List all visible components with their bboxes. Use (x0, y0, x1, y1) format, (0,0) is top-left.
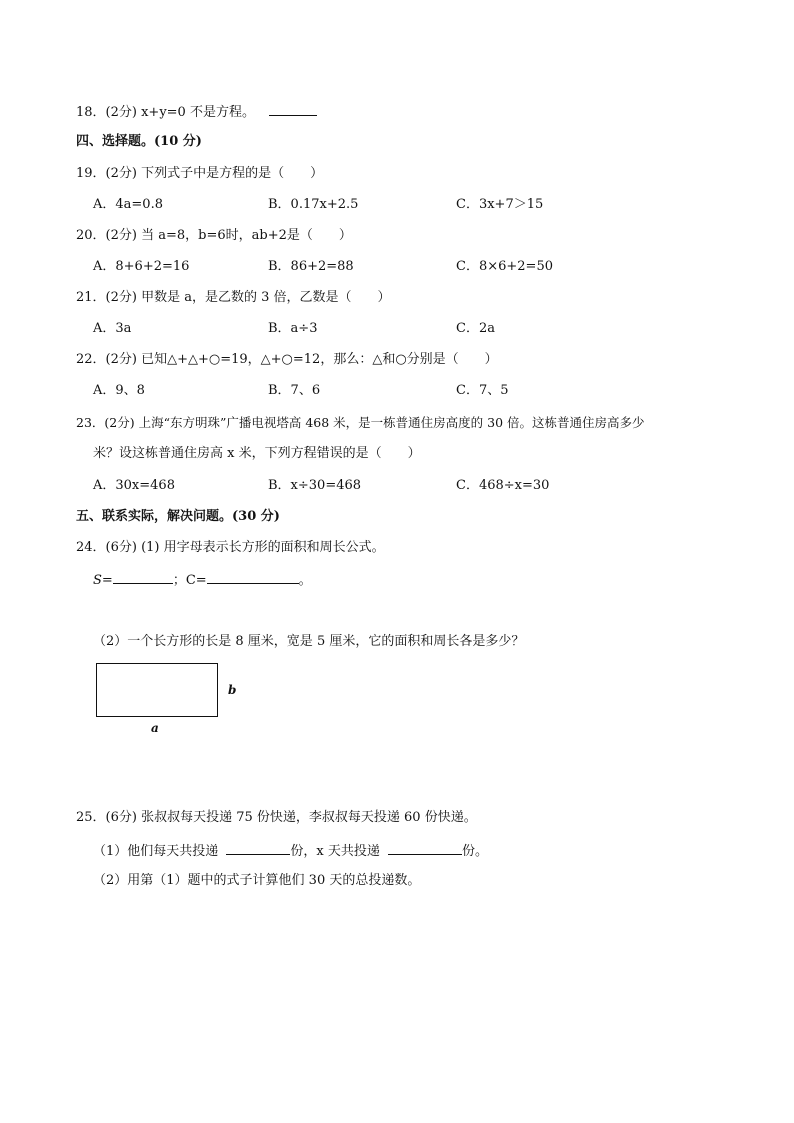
question-20-option-a[interactable]: A．8+6+2=16 (93, 259, 190, 274)
question-25-stem: 25．(6分) 张叔叔每天投递 75 份快递，李叔叔每天投递 60 份快递。 (76, 810, 477, 825)
part-1-text-b: 份，x 天共投递 (290, 844, 380, 859)
question-22-option-b[interactable]: B．7、6 (268, 383, 321, 398)
rectangle-length-label: a (151, 721, 159, 735)
question-23-option-c[interactable]: C．468÷x=30 (456, 478, 550, 493)
question-22-option-a[interactable]: A．9、8 (93, 383, 145, 398)
question-20-option-c[interactable]: C．8×6+2=50 (456, 259, 553, 274)
question-23-option-a[interactable]: A．30x=468 (93, 478, 175, 493)
question-23-stem-line-2: 米？设这栋普通住房高 x 米，下列方程错误的是（ ） (93, 446, 421, 461)
question-21-option-a[interactable]: A．3a (93, 321, 132, 336)
question-25-part-2: （2）用第（1）题中的式子计算他们 30 天的总投递数。 (93, 873, 421, 888)
perimeter-label: ；C= (172, 573, 207, 588)
part-1-text-c: 份。 (462, 844, 489, 859)
question-19-option-c[interactable]: C．3x+7＞15 (456, 197, 544, 212)
question-22-option-c[interactable]: C．7、5 (456, 383, 509, 398)
question-24-part-2: （2）一个长方形的长是 8 厘米，宽是 5 厘米，它的面积和周长各是多少？ (93, 634, 525, 649)
question-18-text: 18．(2分) x+y=0 不是方程。 (76, 105, 255, 120)
area-formula-blank[interactable] (113, 571, 173, 584)
daily-total-blank[interactable] (226, 842, 290, 855)
question-20-option-b[interactable]: B．86+2=88 (268, 259, 354, 274)
question-24-stem: 24．(6分) (1) 用字母表示长方形的面积和周长公式。 (76, 540, 385, 555)
answer-blank[interactable] (269, 103, 317, 116)
section-4-title: 四、选择题。(10 分) (76, 134, 202, 149)
question-21-option-b[interactable]: B．a÷3 (268, 321, 318, 336)
area-label: S= (93, 573, 113, 588)
rectangle-figure (96, 663, 218, 717)
x-days-total-blank[interactable] (388, 842, 462, 855)
question-21-stem: 21．(2分) 甲数是 a，是乙数的 3 倍，乙数是（ ） (76, 290, 391, 305)
question-25-part-1 (93, 842, 488, 860)
formula-end: 。 (298, 573, 312, 588)
question-19-option-b[interactable]: B．0.17x+2.5 (268, 197, 359, 212)
rectangle-width-label: b (228, 683, 237, 697)
section-5-title: 五、联系实际，解决问题。(30 分) (76, 509, 280, 524)
question-20-stem: 20．(2分) 当 a=8，b=6时，ab+2是（ ） (76, 228, 352, 243)
question-23-stem-line-1: 23．(2分) 上海“东方明珠”广播电视塔高 468 米，是一栋普通住房高度的 30 倍。这栋普通住房高多少 (76, 415, 645, 430)
question-18 (76, 103, 317, 121)
question-22-stem: 22．(2分) 已知△+△+○=19，△+○=12，那么：△和○分别是（ ） (76, 352, 498, 367)
question-23-option-b[interactable]: B．x÷30=468 (268, 478, 362, 493)
question-19-option-a[interactable]: A．4a=0.8 (93, 197, 163, 212)
part-1-text-a: （1）他们每天共投递 (93, 844, 219, 859)
question-19-stem: 19．(2分) 下列式子中是方程的是（ ） (76, 166, 324, 181)
question-21-option-c[interactable]: C．2a (456, 321, 495, 336)
perimeter-formula-blank[interactable] (207, 571, 299, 584)
question-24-formula-line (93, 571, 312, 589)
